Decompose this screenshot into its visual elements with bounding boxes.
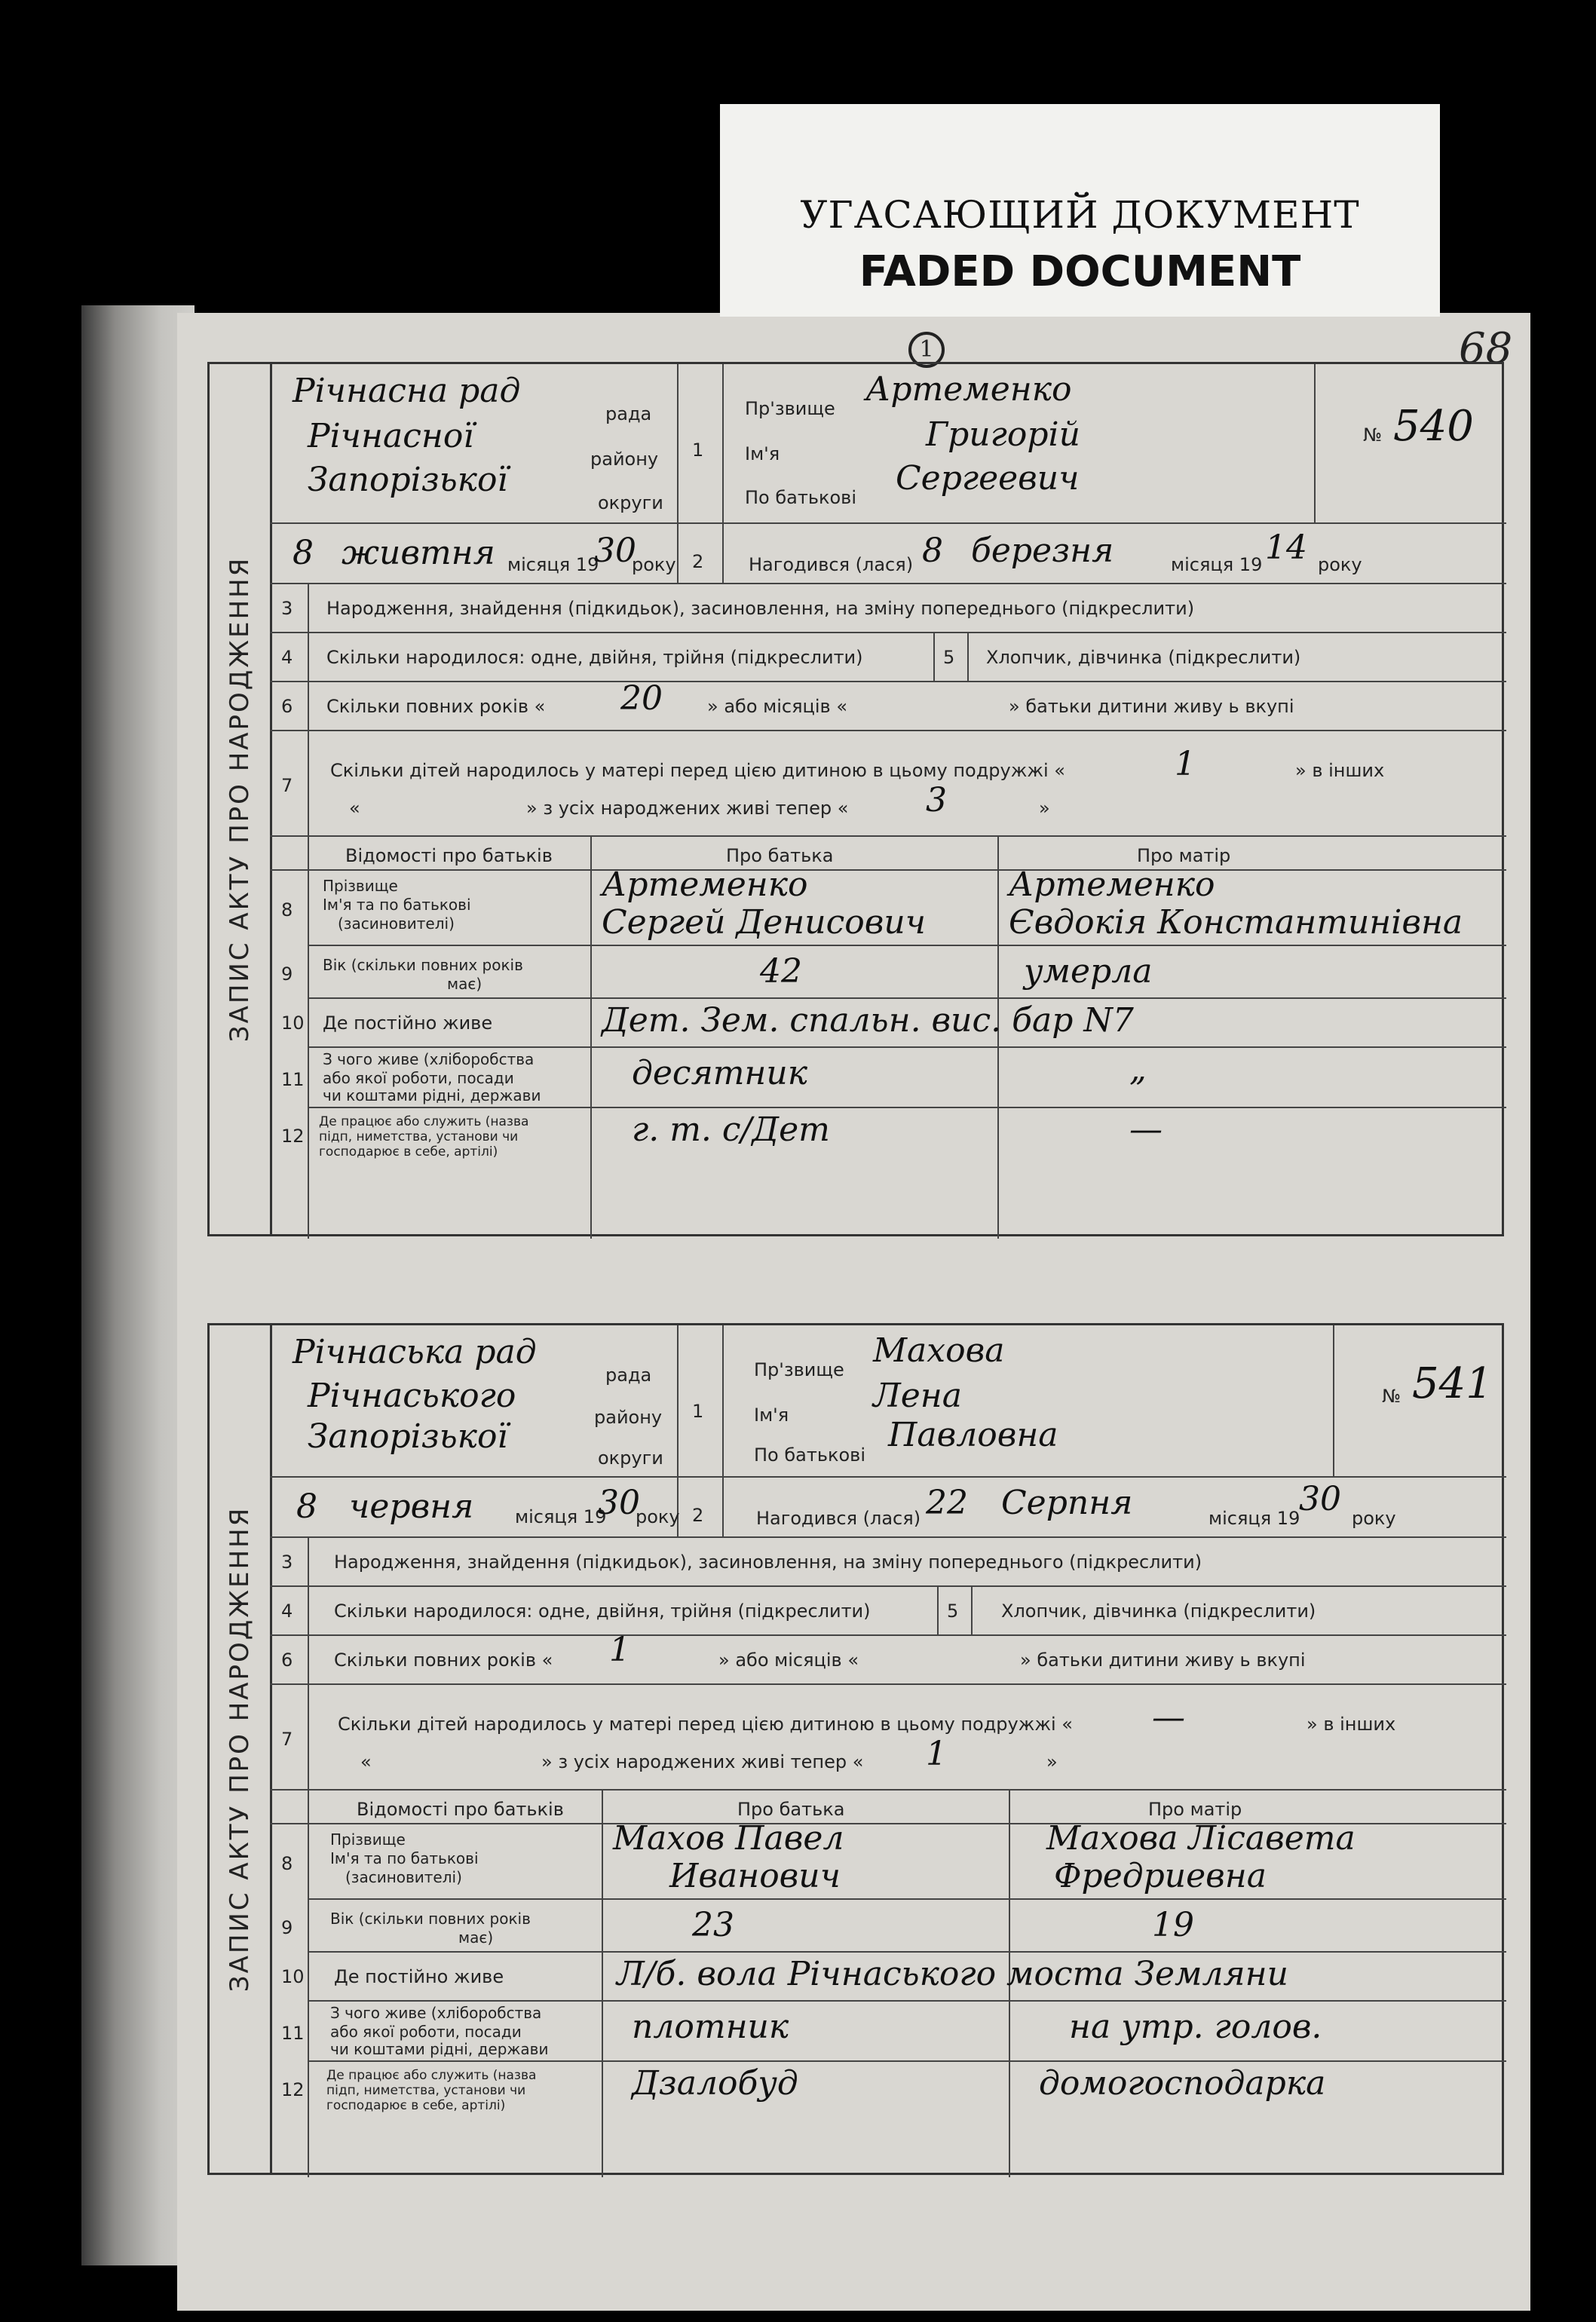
surname-value: Артеменко bbox=[865, 370, 1072, 409]
field-number-1: 1 bbox=[692, 440, 704, 461]
q8-line3: (засиновителі) bbox=[345, 1868, 462, 1886]
surname-label: Пр'звище bbox=[745, 398, 835, 419]
field-number-2: 2 bbox=[692, 1505, 704, 1526]
q8-line1: Прізвище bbox=[330, 1830, 406, 1849]
field-number-1: 1 bbox=[692, 1401, 704, 1422]
q11-line2: або якої роботи, посади bbox=[323, 1069, 514, 1087]
field-number-7: 7 bbox=[281, 775, 293, 796]
father-work: Дзалобуд bbox=[632, 2064, 798, 2103]
field-number-5: 5 bbox=[947, 1601, 959, 1622]
record-number-label: № bbox=[1363, 424, 1382, 446]
q12-line3: господарює в себе, артілі) bbox=[319, 1144, 498, 1159]
q9-line2: має) bbox=[447, 975, 482, 993]
patronymic-value: Павловна bbox=[888, 1416, 1058, 1454]
rada-value: Річнаська рад bbox=[293, 1333, 537, 1371]
birth-label: Нагодився (лася) bbox=[756, 1508, 921, 1529]
father-header: Про батька bbox=[726, 845, 834, 866]
registration-month: живтня bbox=[342, 534, 495, 572]
question-7a: Скільки дітей народилось у матері перед цією дитиною в цьому подружжі « bbox=[330, 760, 1065, 781]
divider bbox=[1314, 364, 1316, 522]
question-7c: « bbox=[349, 798, 360, 819]
field-number-4: 4 bbox=[281, 647, 293, 668]
divider bbox=[677, 1325, 679, 1536]
mother-age: 19 bbox=[1152, 1906, 1194, 1944]
divider bbox=[270, 632, 1506, 633]
registration-month: червня bbox=[349, 1487, 474, 1526]
father-header: Про батька bbox=[737, 1799, 845, 1820]
question-10: Де постійно живе bbox=[334, 1966, 504, 1987]
label-english: FADED DOCUMENT bbox=[859, 247, 1301, 296]
mother-work: домогосподарка bbox=[1039, 2064, 1326, 2103]
question-10: Де постійно живе bbox=[323, 1012, 493, 1034]
registration-month-label: місяця 19 bbox=[507, 554, 599, 575]
okruga-value: Запорізької bbox=[308, 461, 508, 499]
divider bbox=[590, 835, 592, 1239]
q12-line2: підп, ниметства, установи чи bbox=[319, 1129, 519, 1144]
birth-month: Серпня bbox=[1001, 1484, 1133, 1522]
q12-line1: Де працює або служить (назва bbox=[326, 2068, 537, 2083]
faded-document-label bbox=[720, 104, 1440, 317]
rayon-label: району bbox=[590, 449, 659, 470]
question-6c: » батьки дитини живу ь вкупі bbox=[1009, 696, 1294, 717]
divider bbox=[270, 1634, 1506, 1636]
field-number-3: 3 bbox=[281, 1552, 293, 1573]
children-alive: 3 bbox=[926, 781, 947, 819]
q11-line3: чи коштами рідні, держави bbox=[330, 2040, 549, 2058]
question-4: Скільки народилося: одне, двійня, трійня (підкреслити) bbox=[326, 647, 863, 668]
record-number-value: 540 bbox=[1393, 402, 1474, 451]
divider bbox=[270, 1536, 1506, 1538]
name-label: Ім'я bbox=[754, 1405, 789, 1426]
question-7e: » bbox=[1046, 1751, 1058, 1772]
question-7d: » з усіх народжених живі тепер « bbox=[526, 798, 849, 819]
birth-month-label: місяця 19 bbox=[1171, 554, 1263, 575]
field-number-11: 11 bbox=[281, 2023, 305, 2044]
field-number-5: 5 bbox=[943, 647, 955, 668]
divider bbox=[270, 1683, 1506, 1685]
father-work: г. т. с/Дет bbox=[632, 1110, 830, 1149]
field-number-2: 2 bbox=[692, 551, 704, 572]
divider bbox=[270, 1789, 1506, 1791]
father-living: плотник bbox=[632, 2008, 789, 2046]
father-surname: Махов Павел bbox=[613, 1819, 844, 1858]
father-age: 42 bbox=[760, 952, 802, 991]
mother-surname: Махова Лісавета bbox=[1046, 1819, 1356, 1858]
birth-year-label: року bbox=[1318, 554, 1362, 575]
divider bbox=[270, 681, 1506, 682]
question-4: Скільки народилося: одне, двійня, трійня (підкреслити) bbox=[334, 1601, 871, 1622]
q12-line1: Де працює або служить (назва bbox=[319, 1114, 529, 1129]
name-label: Ім'я bbox=[745, 443, 780, 464]
patronymic-value: Сергеевич bbox=[896, 459, 1080, 498]
mother-given-name: Фредриевна bbox=[1054, 1857, 1267, 1895]
divider bbox=[270, 1476, 1506, 1478]
registration-year-label: року bbox=[632, 554, 676, 575]
mother-header: Про матір bbox=[1148, 1799, 1242, 1820]
registration-day: 8 bbox=[293, 534, 314, 572]
birth-year: 14 bbox=[1265, 528, 1307, 567]
field-number-4: 4 bbox=[281, 1601, 293, 1622]
divider bbox=[933, 632, 935, 681]
registration-day: 8 bbox=[296, 1487, 317, 1526]
residence: Дет. Зем. спальн. вис. бар N7 bbox=[602, 1001, 1134, 1040]
divider bbox=[270, 730, 1506, 731]
record-number-label: № bbox=[1382, 1386, 1401, 1407]
divider bbox=[602, 1789, 603, 2177]
rayon-value: Річнасної bbox=[308, 417, 474, 455]
registration-year: 30 bbox=[594, 531, 636, 570]
question-7a: Скільки дітей народилось у матері перед цією дитиною в цьому подружжі « bbox=[338, 1714, 1073, 1735]
divider bbox=[308, 2000, 1506, 2002]
mother-age: умерла bbox=[1024, 952, 1153, 991]
rayon-value: Річнаського bbox=[308, 1377, 516, 1415]
field-number-7: 7 bbox=[281, 1729, 293, 1750]
q11-line2: або якої роботи, посади bbox=[330, 2023, 522, 2041]
children-before: 1 bbox=[1175, 745, 1196, 783]
divider bbox=[308, 997, 1506, 999]
question-7b: » в інших bbox=[1295, 760, 1385, 781]
divider bbox=[308, 1046, 1506, 1048]
q8-line2: Ім'я та по батькові bbox=[323, 896, 471, 914]
years-together: 20 bbox=[620, 679, 663, 718]
question-6c: » батьки дитини живу ь вкупі bbox=[1020, 1650, 1306, 1671]
divider bbox=[308, 1951, 1506, 1953]
q11-line3: чи коштами рідні, держави bbox=[323, 1086, 541, 1104]
field-number-12: 12 bbox=[281, 2079, 305, 2100]
field-number-10: 10 bbox=[281, 1012, 305, 1034]
birth-label: Нагодився (лася) bbox=[749, 554, 914, 575]
father-age: 23 bbox=[692, 1906, 734, 1944]
divider bbox=[308, 583, 309, 1239]
father-living: десятник bbox=[632, 1054, 808, 1092]
divider bbox=[308, 1536, 309, 2177]
birth-month-label: місяця 19 bbox=[1208, 1508, 1300, 1529]
question-5: Хлопчик, дівчинка (підкреслити) bbox=[1001, 1601, 1316, 1622]
question-6b: » або місяців « bbox=[718, 1650, 859, 1671]
birth-day: 8 bbox=[922, 531, 943, 570]
q9-line1: Вік (скільки повних років bbox=[323, 956, 523, 974]
q9-line2: має) bbox=[458, 1928, 494, 1947]
divider bbox=[722, 1325, 724, 1536]
divider bbox=[308, 2060, 1506, 2062]
name-value: Лена bbox=[873, 1377, 962, 1415]
father-given-name: Иванович bbox=[669, 1857, 841, 1895]
question-7e: » bbox=[1039, 798, 1050, 819]
question-7d: » з усіх народжених живі тепер « bbox=[541, 1751, 864, 1772]
parents-header: Відомості про батьків bbox=[345, 845, 553, 866]
birth-day: 22 bbox=[926, 1484, 968, 1522]
birth-year-label: року bbox=[1352, 1508, 1396, 1529]
years-together: 1 bbox=[609, 1631, 630, 1669]
field-number-6: 6 bbox=[281, 696, 293, 717]
birth-record-1 bbox=[207, 362, 1504, 1236]
question-6a: Скільки повних років « bbox=[334, 1650, 553, 1671]
surname-value: Махова bbox=[873, 1331, 1005, 1370]
q8-line2: Ім'я та по батькові bbox=[330, 1849, 479, 1867]
q9-line1: Вік (скільки повних років bbox=[330, 1910, 531, 1928]
field-number-9: 9 bbox=[281, 963, 293, 985]
page-number: 68 bbox=[1459, 324, 1513, 373]
divider bbox=[308, 1898, 1506, 1900]
registration-year-label: року bbox=[636, 1506, 680, 1527]
q12-line3: господарює в себе, артілі) bbox=[326, 2098, 506, 2113]
rada-label: рада bbox=[605, 1365, 652, 1386]
divider bbox=[971, 1585, 973, 1634]
children-before: — bbox=[1152, 1699, 1185, 1737]
question-6b: » або місяців « bbox=[707, 696, 847, 717]
field-number-12: 12 bbox=[281, 1126, 305, 1147]
divider bbox=[1333, 1325, 1334, 1476]
field-number-11: 11 bbox=[281, 1069, 305, 1090]
mother-work: — bbox=[1129, 1110, 1163, 1149]
name-value: Григорій bbox=[926, 415, 1080, 454]
question-3: Народження, знайдення (підкидьок), засиновлення, на зміну попереднього (підкреслити) bbox=[334, 1552, 1202, 1573]
okruga-value: Запорізької bbox=[308, 1417, 508, 1456]
children-alive: 1 bbox=[926, 1735, 947, 1773]
residence: Л/б. вола Річнаського моста Земляни bbox=[617, 1955, 1288, 1993]
birth-month: березня bbox=[971, 531, 1114, 570]
field-number-3: 3 bbox=[281, 598, 293, 619]
okruga-label: округи bbox=[598, 492, 663, 513]
q12-line2: підп, ниметства, установи чи bbox=[326, 2083, 526, 2098]
question-7b: » в інших bbox=[1307, 1714, 1396, 1735]
field-number-6: 6 bbox=[281, 1650, 293, 1671]
divider bbox=[967, 632, 969, 681]
registration-month-label: місяця 19 bbox=[515, 1506, 607, 1527]
field-number-10: 10 bbox=[281, 1966, 305, 1987]
registration-year: 30 bbox=[598, 1484, 640, 1522]
q8-line1: Прізвище bbox=[323, 877, 398, 895]
field-number-9: 9 bbox=[281, 1917, 293, 1938]
divider bbox=[308, 945, 1506, 946]
father-surname: Артеменко bbox=[602, 865, 808, 904]
q11-line1: З чого живе (хліборобства bbox=[323, 1050, 535, 1068]
divider bbox=[722, 364, 724, 583]
parents-header: Відомості про батьків bbox=[357, 1799, 564, 1820]
q11-line1: З чого живе (хліборобства bbox=[330, 2004, 542, 2022]
divider bbox=[270, 835, 1506, 837]
patronymic-label: По батькові bbox=[745, 487, 856, 508]
divider bbox=[270, 1585, 1506, 1587]
record-side-title: ЗАПИС АКТУ ПРО НАРОДЖЕННЯ bbox=[210, 364, 272, 1234]
divider bbox=[308, 1107, 1506, 1108]
question-7c: « bbox=[360, 1751, 372, 1772]
surname-label: Пр'звище bbox=[754, 1359, 844, 1380]
question-3: Народження, знайдення (підкидьок), засиновлення, на зміну попереднього (підкреслити) bbox=[326, 598, 1195, 619]
question-5: Хлопчик, дівчинка (підкреслити) bbox=[986, 647, 1301, 668]
okruga-label: округи bbox=[598, 1447, 663, 1469]
question-6a: Скільки повних років « bbox=[326, 696, 546, 717]
rayon-label: району bbox=[594, 1407, 663, 1428]
circled-mark: 1 bbox=[908, 332, 945, 368]
field-number-8: 8 bbox=[281, 899, 293, 921]
birth-year: 30 bbox=[1299, 1480, 1341, 1518]
mother-given-name: Євдокія Константинівна bbox=[1009, 903, 1463, 942]
mother-living: „ bbox=[1129, 1050, 1147, 1089]
divider bbox=[677, 364, 679, 583]
divider bbox=[270, 522, 1506, 524]
mother-living: на утр. голов. bbox=[1069, 2008, 1322, 2046]
divider bbox=[937, 1585, 939, 1634]
divider bbox=[270, 583, 1506, 584]
q8-line3: (засиновителі) bbox=[338, 914, 455, 933]
rada-label: рада bbox=[605, 403, 652, 424]
father-given-name: Сергей Денисович bbox=[602, 903, 927, 942]
rada-value: Річнасна рад bbox=[293, 372, 521, 410]
field-number-8: 8 bbox=[281, 1853, 293, 1874]
mother-surname: Артеменко bbox=[1009, 865, 1215, 904]
record-number-value: 541 bbox=[1412, 1359, 1493, 1408]
label-russian: УГАСАЮЩИЙ ДОКУМЕНТ bbox=[800, 193, 1360, 237]
patronymic-label: По батькові bbox=[754, 1444, 865, 1466]
divider bbox=[270, 869, 1506, 871]
birth-record-2 bbox=[207, 1323, 1504, 2175]
record-side-title: ЗАПИС АКТУ ПРО НАРОДЖЕННЯ bbox=[210, 1325, 272, 2173]
mother-header: Про матір bbox=[1137, 845, 1231, 866]
